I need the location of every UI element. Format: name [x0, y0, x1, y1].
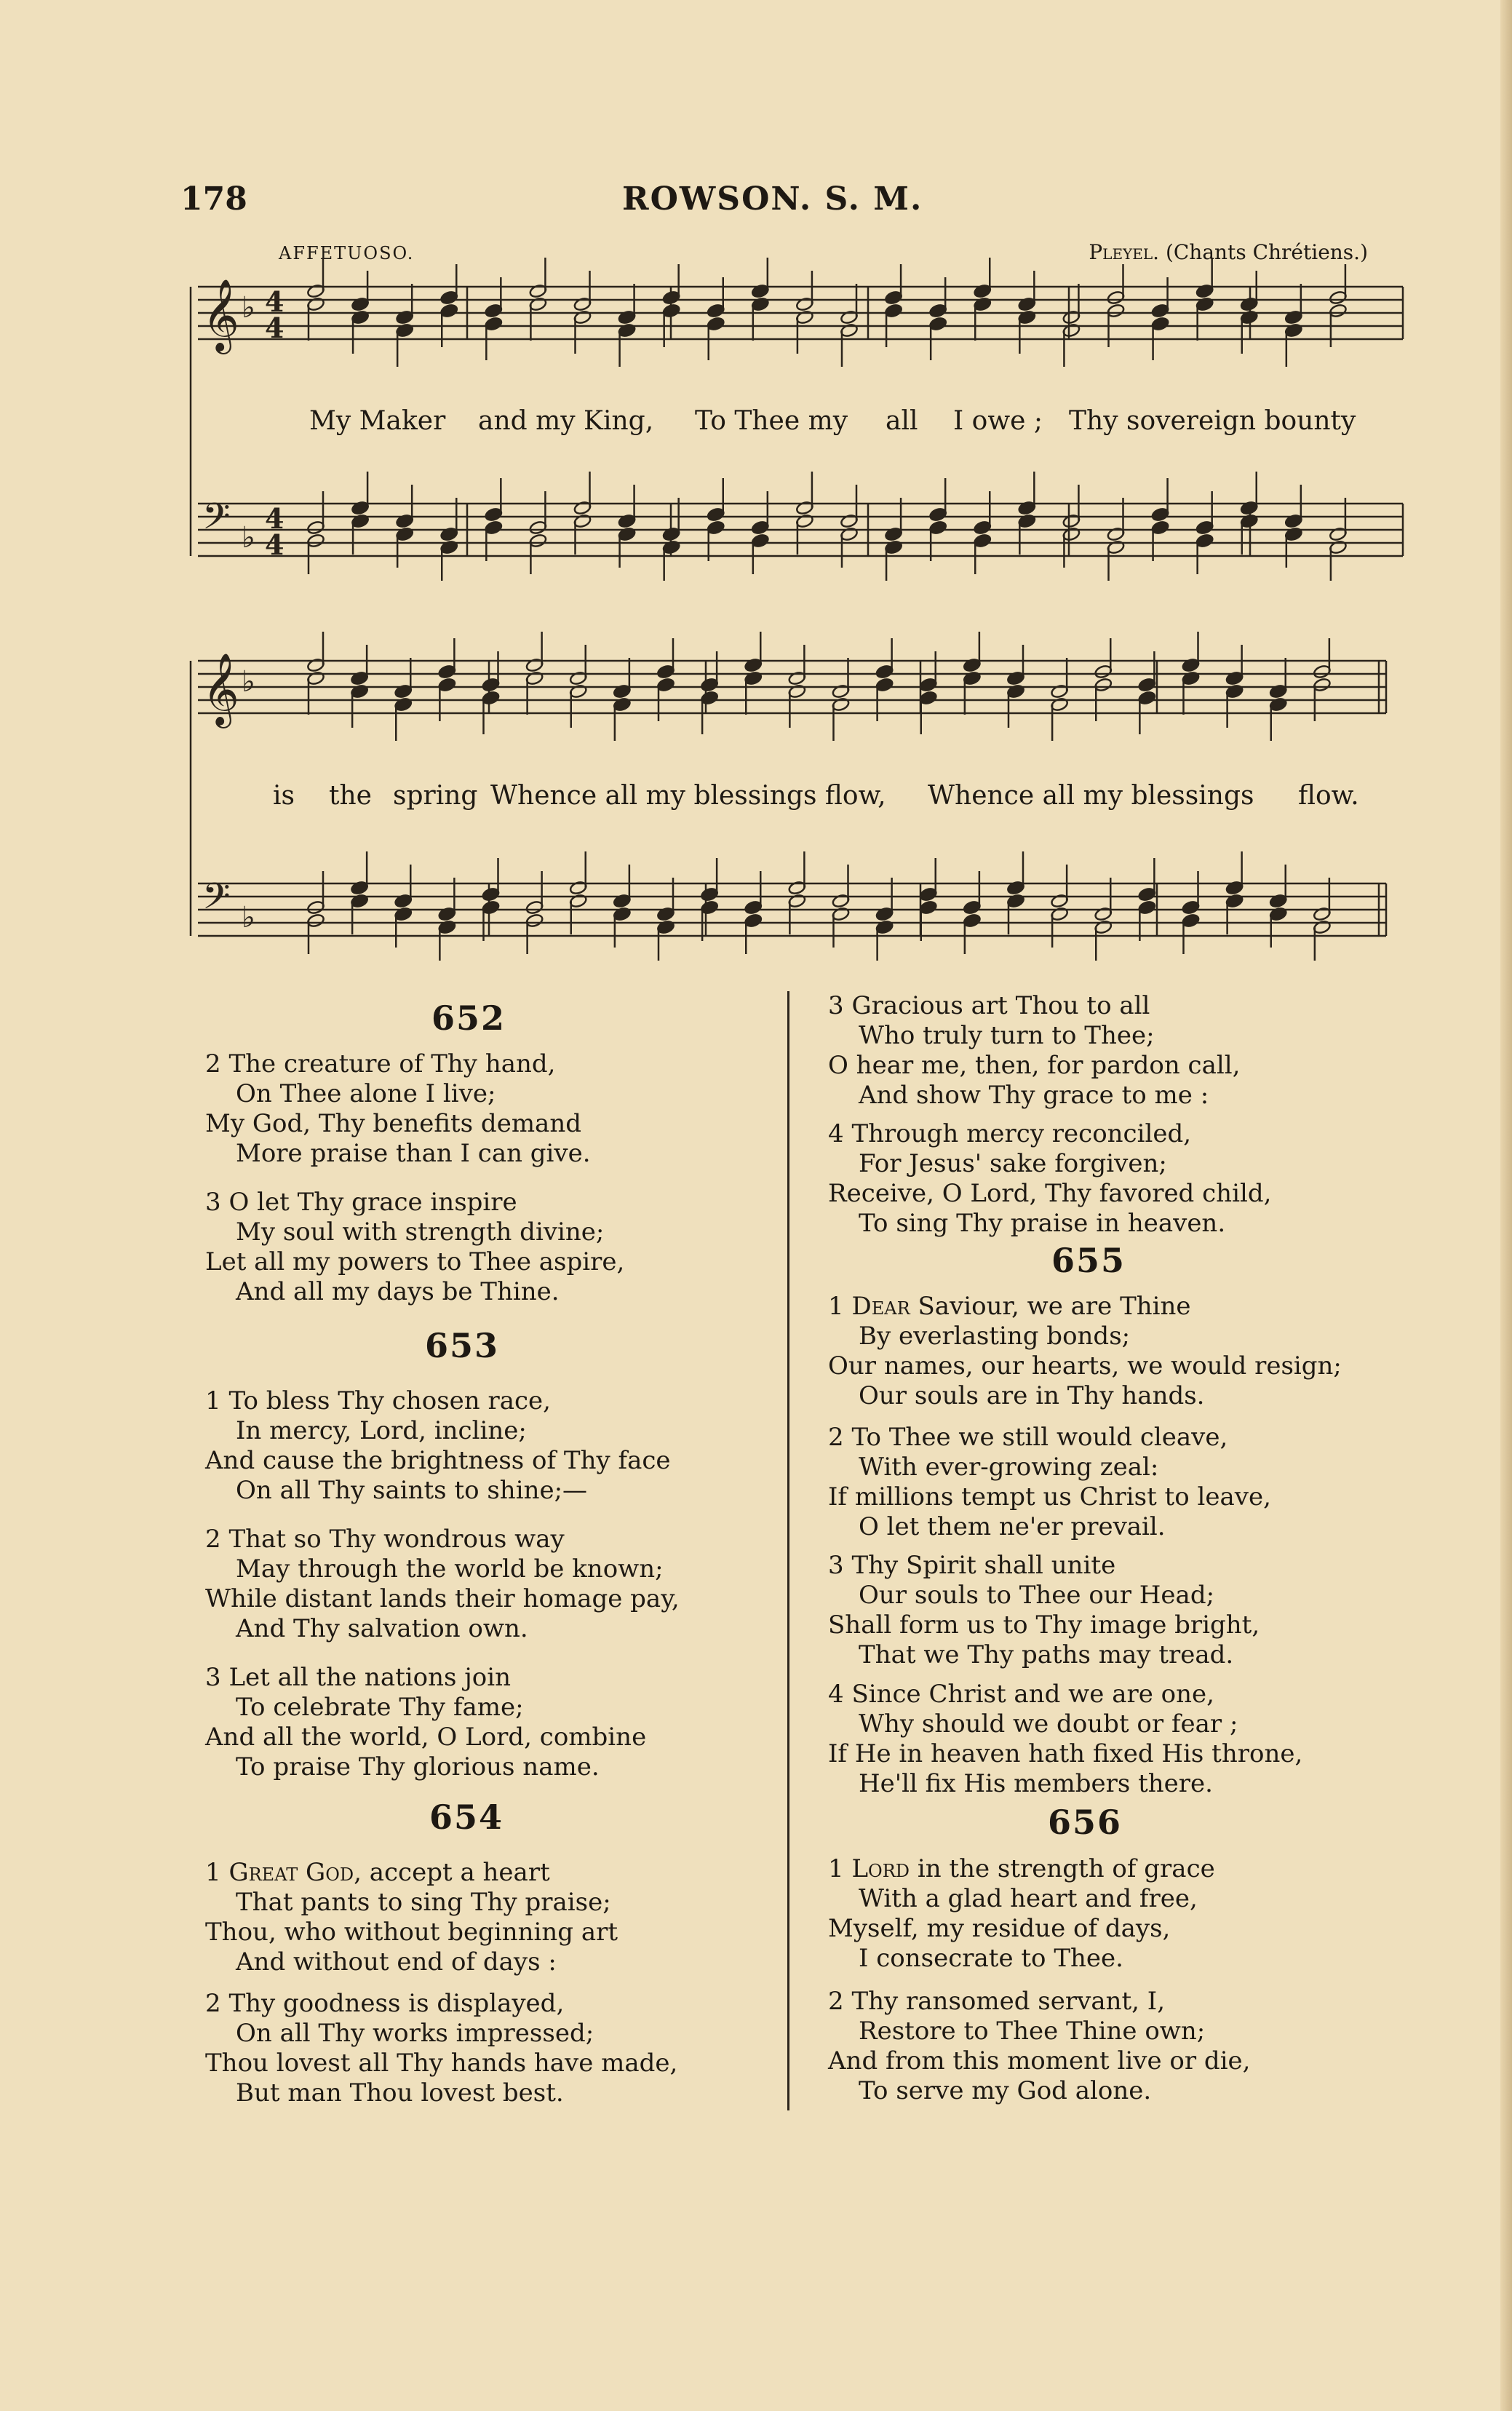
bass-clef-icon: 𝄢: [202, 875, 231, 926]
time-signature: 4: [265, 502, 285, 535]
verse-line: Who truly turn to Thee;: [859, 1021, 1155, 1050]
verse-line: O hear me, then, for pardon call,: [828, 1051, 1241, 1080]
verse-line: On Thee alone I live;: [236, 1079, 496, 1108]
treble-clef-icon: 𝄞: [202, 653, 239, 726]
time-signature: 4: [265, 528, 285, 561]
lyric-word: Whence all my blessings flow,: [490, 781, 886, 811]
verse-line: And cause the brightness of Thy face: [205, 1446, 671, 1475]
verse-line: Our names, our hearts, we would resign;: [828, 1351, 1342, 1381]
first-line-rest: in the strength of grace: [910, 1854, 1215, 1883]
verse-line: 2 Thy goodness is displayed,: [205, 1989, 565, 2018]
tempo-marking: AFFETUOSO.: [279, 243, 415, 263]
verse-line: Receive, O Lord, Thy favored child,: [828, 1179, 1272, 1208]
time-signature: 4: [265, 285, 285, 318]
verse-line: Shall form us to Thy image bright,: [828, 1610, 1260, 1640]
verse-line: [205, 1858, 618, 1888]
flat-icon: ♭: [242, 521, 255, 555]
hymn-653-stanza-2: [205, 1525, 680, 1644]
treble-clef-icon: 𝄞: [202, 279, 239, 351]
verse-line: Let all my powers to Thee aspire,: [205, 1247, 625, 1276]
verse-line: To serve my God alone.: [859, 2076, 1152, 2105]
verse-line: For Jesus' sake forgiven;: [859, 1149, 1167, 1178]
verse-line: And without end of days :: [236, 1947, 557, 1977]
hymn-654-stanza-3: [828, 991, 1240, 1111]
flat-icon: ♭: [242, 665, 255, 699]
verse-line: That we Thy paths may tread.: [859, 1640, 1234, 1669]
hymn-654-stanza-4: [828, 1119, 1271, 1239]
verse-line: With a glad heart and free,: [859, 1884, 1198, 1913]
verse-line: With ever-growing zeal:: [859, 1453, 1159, 1482]
hymn-number-652: 652: [431, 998, 506, 1038]
time-signature: 4: [265, 311, 285, 344]
lyric-word: spring: [393, 781, 478, 811]
lyric-word: Whence all my blessings: [928, 781, 1254, 811]
verse-line: If millions tempt us Christ to leave,: [828, 1482, 1271, 1512]
verse-line: That pants to sing Thy praise;: [236, 1888, 611, 1917]
hymn-number-656: 656: [1048, 1803, 1123, 1842]
verse-line: May through the world be known;: [236, 1554, 664, 1584]
hymn-655-stanza-1: [828, 1292, 1342, 1411]
verse-line: Myself, my residue of days,: [828, 1914, 1171, 1943]
incipit: Lord: [851, 1854, 910, 1883]
stanza-number: 1: [205, 1858, 221, 1887]
music-score: [0, 0, 1512, 990]
tune-title: ROWSON. S. M.: [622, 180, 923, 218]
composer-source: (Chants Chrétiens.): [1165, 240, 1368, 264]
stanza-number: 1: [828, 1292, 844, 1321]
verse-line: To praise Thy glorious name.: [236, 1752, 600, 1782]
verse-line: By everlasting bonds;: [859, 1322, 1131, 1351]
verse-line: And Thy salvation own.: [236, 1614, 528, 1643]
lyric-word: all: [886, 406, 918, 436]
verse-line: My God, Thy benefits demand: [205, 1109, 581, 1138]
verse-line: And show Thy grace to me :: [859, 1081, 1209, 1110]
hymn-653-stanza-1: [205, 1386, 671, 1506]
first-line-rest: Saviour, we are Thine: [910, 1292, 1191, 1321]
verse-line: O let them ne'er prevail.: [859, 1512, 1166, 1541]
hymn-654-stanza-2: [205, 1989, 677, 2108]
verse-line: And from this moment live or die,: [828, 2046, 1251, 2076]
verse-line: Restore to Thee Thine own;: [859, 2017, 1206, 2046]
hymn-655-stanza-2: [828, 1423, 1271, 1542]
first-line-rest: , accept a heart: [354, 1858, 550, 1887]
verse-line: 2 That so Thy wondrous way: [205, 1525, 565, 1554]
verse-line: My soul with strength divine;: [236, 1218, 605, 1247]
verse-line: On all Thy saints to shine;—: [236, 1476, 588, 1505]
lyric-word: I owe ;: [953, 406, 1043, 436]
verse-line: [828, 1292, 1342, 1322]
hymn-653-stanza-3: [205, 1663, 646, 1782]
verse-line: 1 To bless Thy chosen race,: [205, 1386, 551, 1415]
composer-name: Pleyel.: [1089, 240, 1160, 264]
page-number: 178: [180, 180, 247, 218]
verse-line: [828, 1854, 1215, 1884]
column-divider: [787, 991, 789, 2110]
lyric-word: My Maker: [309, 406, 446, 436]
flat-icon: ♭: [242, 901, 255, 934]
verse-line: While distant lands their homage pay,: [205, 1584, 680, 1613]
hymn-number-655: 655: [1051, 1241, 1126, 1280]
hymn-number-653: 653: [425, 1326, 500, 1365]
verse-line: 4 Since Christ and we are one,: [828, 1680, 1214, 1709]
hymn-655-stanza-4: [828, 1680, 1302, 1799]
verse-line: And all my days be Thine.: [236, 1277, 560, 1306]
verse-line: To celebrate Thy fame;: [236, 1693, 524, 1722]
hymn-652-stanza-3: [205, 1188, 624, 1307]
hymn-654-stanza-1: [205, 1858, 618, 1977]
flat-icon: ♭: [242, 291, 255, 325]
lyric-word: To Thee my: [695, 406, 848, 436]
verse-line: 2 The creature of Thy hand,: [205, 1049, 556, 1079]
verse-line: In mercy, Lord, incline;: [236, 1416, 527, 1445]
incipit: Great God: [228, 1858, 354, 1887]
verse-line: On all Thy works impressed;: [236, 2019, 594, 2048]
hymn-655-stanza-3: [828, 1551, 1260, 1670]
verse-line: He'll fix His members there.: [859, 1769, 1213, 1798]
verse-line: Thou, who without beginning art: [205, 1918, 618, 1947]
verse-line: 3 Thy Spirit shall unite: [828, 1551, 1116, 1580]
verse-line: If He in heaven hath fixed His throne,: [828, 1739, 1303, 1768]
verse-line: But man Thou lovest best.: [236, 2078, 564, 2108]
lyric-word: Thy sovereign bounty: [1069, 406, 1356, 436]
hymn-656-stanza-1: [828, 1854, 1215, 1974]
lyric-word: and my King,: [478, 406, 654, 436]
lyric-word: the: [329, 781, 372, 811]
verse-line: I consecrate to Thee.: [859, 1944, 1123, 1973]
verse-line: Our souls to Thee our Head;: [859, 1581, 1215, 1610]
verse-line: 4 Through mercy reconciled,: [828, 1119, 1192, 1148]
verse-line: And all the world, O Lord, combine: [205, 1723, 647, 1752]
stanza-number: 1: [828, 1854, 844, 1883]
verse-line: Why should we doubt or fear ;: [859, 1709, 1238, 1739]
hymn-652-stanza-2: [205, 1049, 591, 1169]
lyric-word: flow.: [1298, 781, 1359, 811]
lyric-word: is: [273, 781, 295, 811]
verse-line: 3 O let Thy grace inspire: [205, 1188, 517, 1217]
verse-line: 3 Gracious art Thou to all: [828, 991, 1150, 1020]
incipit: Dear: [851, 1292, 910, 1321]
hymn-656-stanza-2: [828, 1987, 1251, 2106]
bass-clef-icon: 𝄢: [202, 496, 231, 547]
verse-line: 3 Let all the nations join: [205, 1663, 512, 1692]
hymn-number-654: 654: [429, 1798, 504, 1837]
verse-line: Thou lovest all Thy hands have made,: [205, 2049, 678, 2078]
verse-line: 2 Thy ransomed servant, I,: [828, 1987, 1166, 2016]
verse-line: 2 To Thee we still would cleave,: [828, 1423, 1228, 1452]
verse-line: To sing Thy praise in heaven.: [859, 1209, 1226, 1238]
verse-line: More praise than I can give.: [236, 1139, 591, 1168]
verse-line: Our souls are in Thy hands.: [859, 1381, 1205, 1410]
